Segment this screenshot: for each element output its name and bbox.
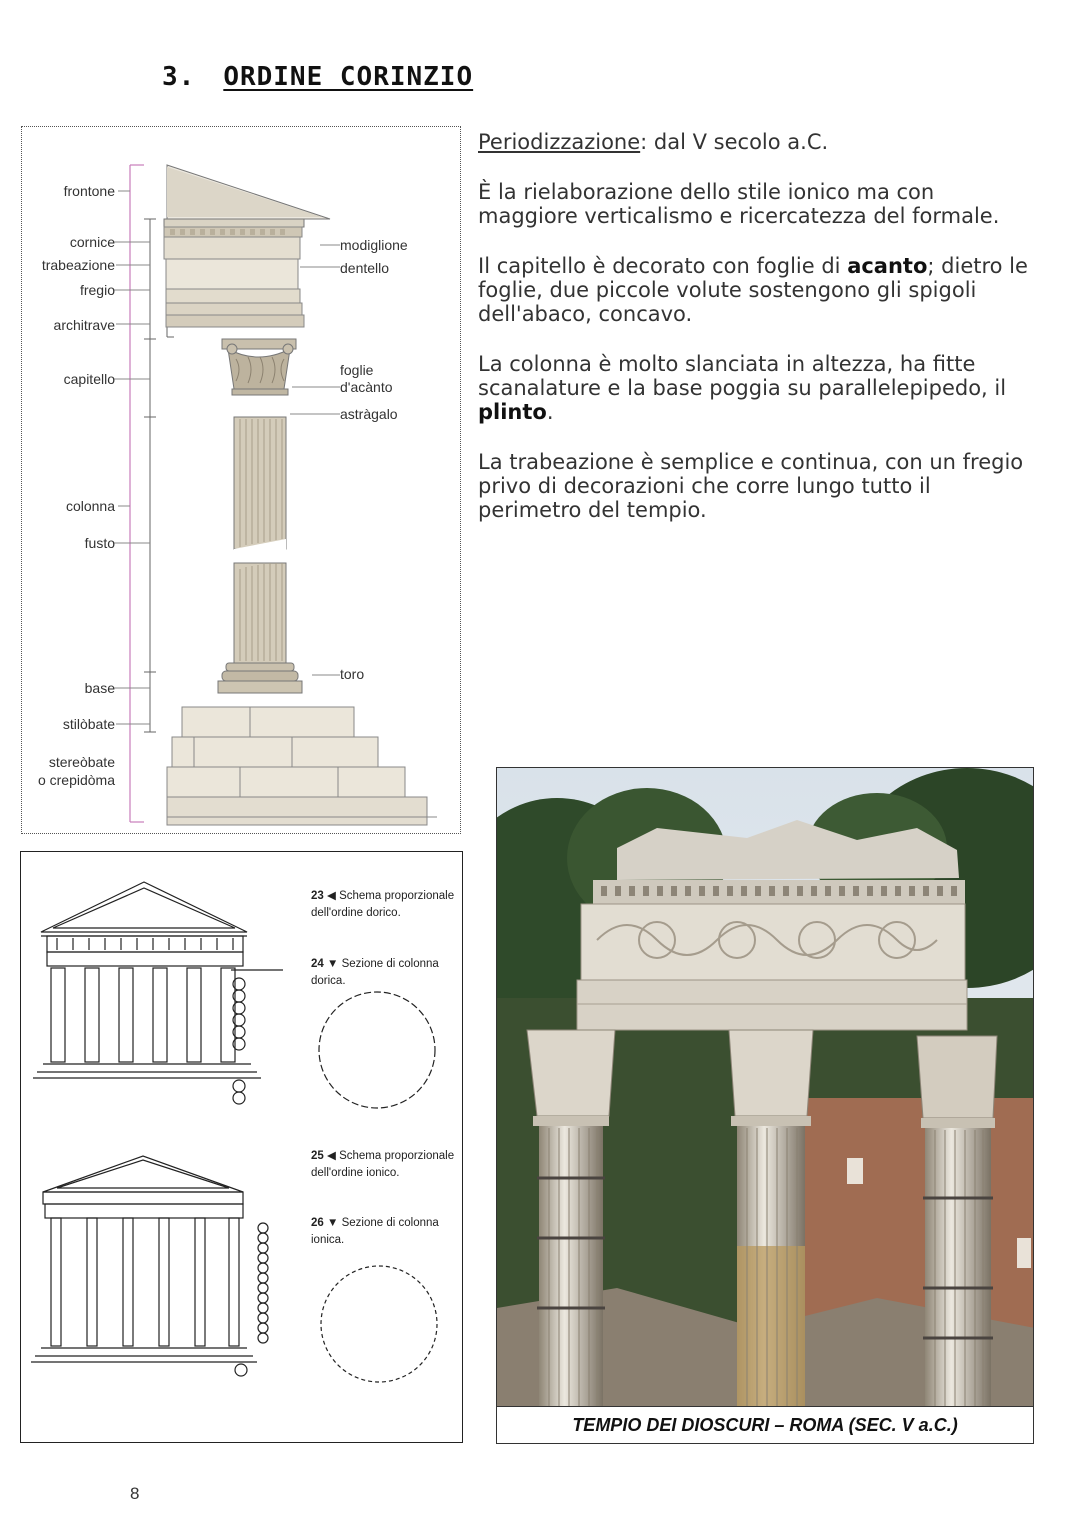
- label-astragalo: astràgalo: [340, 406, 398, 422]
- caption-24: 24 ▼ Sezione di colonna dorica.: [311, 958, 439, 987]
- description-text: [478, 130, 1038, 548]
- label-modiglione: modiglione: [340, 237, 408, 253]
- label-stilobate: stilòbate: [62, 716, 115, 732]
- section-number: 3.: [162, 62, 196, 92]
- label-frontone: frontone: [63, 183, 115, 199]
- label-acanto: d'acànto: [340, 379, 393, 395]
- label-architrave: architrave: [53, 317, 115, 333]
- label-base: base: [84, 680, 115, 696]
- label-trabeazione: trabeazione: [41, 257, 115, 273]
- label-cornice: cornice: [69, 234, 115, 250]
- label-colonna: colonna: [65, 498, 115, 514]
- label-foglie: foglie: [340, 362, 374, 378]
- label-toro: toro: [340, 666, 365, 682]
- section-title: ORDINE CORINZIO: [223, 62, 474, 92]
- paragraph-1: È la rielaborazione dello stile ionico ma con maggiore verticalismo e ricercatezza del formale.: [478, 180, 1000, 228]
- temple-photo: [496, 767, 1034, 1444]
- label-capitello: capitello: [63, 371, 115, 387]
- page-title: [162, 62, 473, 92]
- paragraph-4: La trabeazione è semplice e continua, con un fregio privo di decorazioni che corre lungo tutto il perimetro del tempio.: [478, 450, 1024, 522]
- label-fregio: fregio: [79, 282, 115, 298]
- paragraph-3: La colonna è molto slanciata in altezza, ha fitte scanalature e la base poggia su parallelepipedo, il plinto.: [478, 352, 1007, 424]
- paragraph-2: Il capitello è decorato con foglie di acanto; dietro le foglie, due piccole volute sostengono gli spigoli dell'abaco, concavo.: [478, 254, 1028, 326]
- periodization: Periodizzazione: dal V secolo a.C.: [478, 130, 829, 154]
- temple-photo-illustration: [497, 768, 1034, 1408]
- caption-25: 25 ◀ Schema proporzionale dell'ordine ionico.: [311, 1150, 455, 1179]
- page-number: 8: [130, 1484, 140, 1503]
- proportional-schema-box: [20, 851, 463, 1443]
- caption-23: 23 ◀ Schema proporzionale dell'ordine dorico.: [311, 890, 455, 919]
- label-dentello: dentello: [340, 260, 390, 276]
- label-stereobate: stereòbate: [48, 754, 115, 770]
- photo-caption: TEMPIO DEI DIOSCURI – ROMA (SEC. V a.C.): [497, 1406, 1033, 1443]
- label-crepidoma: o crepidòma: [37, 772, 115, 788]
- caption-26: 26 ▼ Sezione di colonna ionica.: [311, 1217, 439, 1246]
- corinthian-order-diagram: [21, 126, 461, 834]
- label-fusto: fusto: [84, 535, 115, 551]
